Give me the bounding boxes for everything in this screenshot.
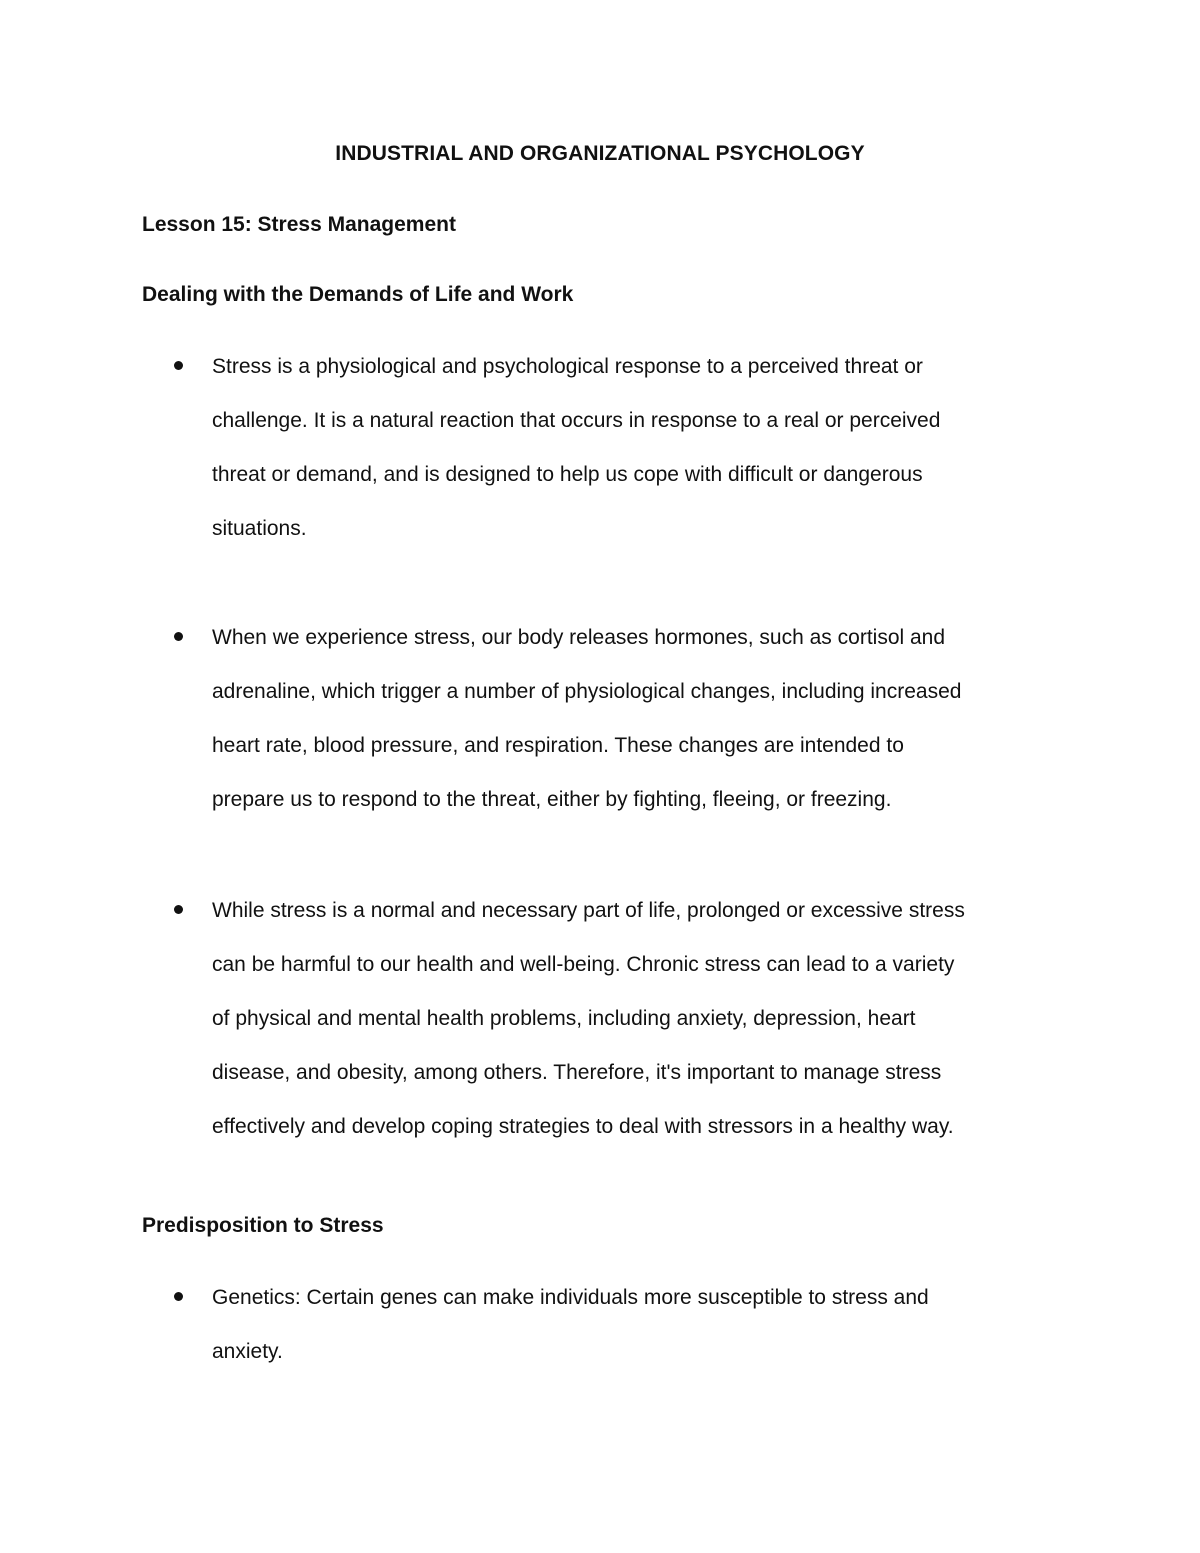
bullet-line: adrenaline, which trigger a number of physiological changes, including increased (212, 680, 962, 703)
bullet-line: When we experience stress, our body releases hormones, such as cortisol and (212, 626, 946, 649)
bullet-line: Genetics: Certain genes can make individuals more susceptible to stress and (212, 1286, 929, 1309)
bullet-dot-icon (174, 1292, 183, 1301)
bullet-line: prepare us to respond to the threat, either by fighting, fleeing, or freezing. (212, 788, 892, 811)
bullet-genetics (142, 1271, 1072, 1379)
bullet-line: anxiety. (212, 1340, 283, 1363)
bullet-line: can be harmful to our health and well-being. Chronic stress can lead to a variety (212, 953, 955, 976)
section-heading-predisposition: Predisposition to Stress (142, 1214, 384, 1237)
bullet-line: heart rate, blood pressure, and respiration. These changes are intended to (212, 734, 904, 757)
bullet-line: threat or demand, and is designed to help us cope with difficult or dangerous (212, 463, 923, 486)
bullet-stress-definition (142, 340, 1072, 556)
bullet-line: challenge. It is a natural reaction that occurs in response to a real or perceived (212, 409, 941, 432)
bullet-chronic-stress (142, 884, 1072, 1154)
bullet-dot-icon (174, 632, 183, 641)
bullet-line: disease, and obesity, among others. Therefore, it's important to manage stress (212, 1061, 942, 1084)
bullet-line: While stress is a normal and necessary part of life, prolonged or excessive stress (212, 899, 965, 922)
bullet-line: Stress is a physiological and psychological response to a perceived threat or (212, 355, 923, 378)
bullet-line: situations. (212, 517, 307, 540)
bullet-line: of physical and mental health problems, including anxiety, depression, heart (212, 1007, 916, 1030)
document-title: INDUSTRIAL AND ORGANIZATIONAL PSYCHOLOGY (335, 142, 865, 165)
section-heading-demands: Dealing with the Demands of Life and Work (142, 283, 574, 306)
bullet-line: effectively and develop coping strategies to deal with stressors in a healthy way. (212, 1115, 954, 1138)
bullet-dot-icon (174, 361, 183, 370)
bullet-dot-icon (174, 905, 183, 914)
lesson-heading: Lesson 15: Stress Management (142, 213, 456, 236)
bullet-stress-hormones (142, 611, 1072, 827)
